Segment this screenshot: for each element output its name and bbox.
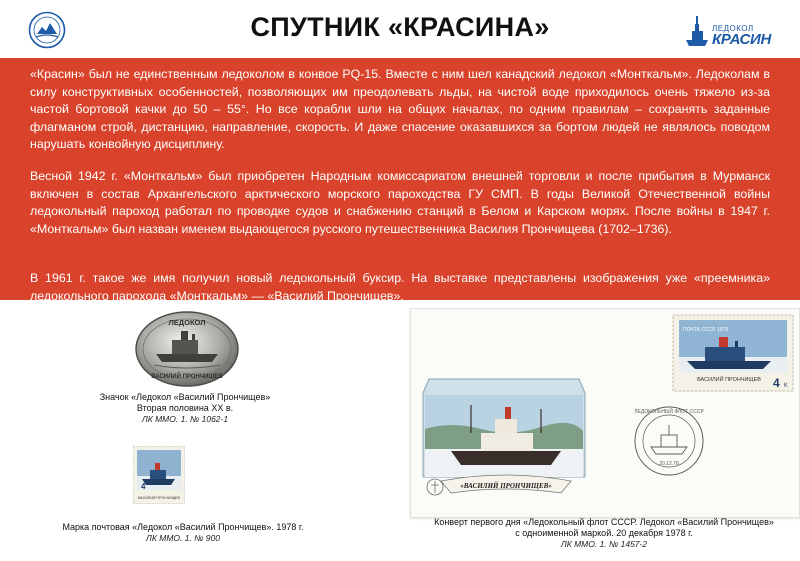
- paragraph-3: В 1961 г. такое же имя получил новый ледокольный буксир. На выставке представлены изображения уже «преемника» ледокольного парохода «Монткальм» — «Василий Прончищев».: [30, 271, 770, 303]
- badge-caption: [80, 392, 290, 425]
- cover-illustration: [423, 379, 585, 495]
- first-day-cover-artwork: [411, 309, 799, 517]
- cover-stamp-value: 4: [773, 376, 780, 390]
- envelope-caption: [418, 517, 790, 550]
- stamp-caption-inventory: ЛК ММО. 1. № 900: [146, 533, 220, 543]
- envelope-caption-inventory: ЛК ММО. 1. № 1457-2: [560, 539, 648, 549]
- cover-stamp-currency: К: [784, 383, 788, 389]
- logo-main-text: КРАСИН: [712, 31, 772, 48]
- stamp-caption-title: Марка почтовая «Ледокол «Василий Прончищев». 1978 г.: [62, 522, 304, 532]
- logo-small-text: ЛЕДОКОЛ: [712, 24, 754, 33]
- paragraph-2: Весной 1942 г. «Монткальм» был приобретен Народным комиссариатом внешней торговли и после прибытия в Мурманск включен в состав Архангельского арктического морского пароходства ГУ СМП. В годы Великой Отечественной войны ледокольный пароход работал по проводке судов и снабжению станций в Белом и Карском морях. После войны в 1947 г. «Монткальм» был назван именем выдающегося русского путешественника Василия Прончищева (1702–1736).: [30, 169, 770, 236]
- badge-caption-subtitle: Вторая половина XX в.: [136, 403, 234, 413]
- badge-caption-inventory: ЛК ММО. 1. № 1062-1: [141, 414, 229, 424]
- postmark: [634, 407, 704, 475]
- small-stamp-text: ВАСИЛИЙ ПРОНЧИЩЕВ: [138, 496, 180, 500]
- envelope-caption-title: Конверт первого дня «Ледокольный флот СССР. Ледокол «Василий Прончищев»: [434, 517, 774, 527]
- envelope-caption-subtitle: с одноименной маркой. 20 декабря 1978 г.: [515, 528, 693, 538]
- text-band: [0, 58, 800, 303]
- page-title: СПУТНИК «КРАСИНА»: [250, 12, 550, 42]
- first-day-cover: [410, 308, 800, 518]
- ship-name-ribbon: «ВАСИЛИЙ ПРОНЧИЩЕВ»: [460, 482, 552, 490]
- krasin-logo: [682, 10, 792, 50]
- postage-stamp-image: [133, 446, 185, 504]
- cover-stamp: [673, 315, 793, 391]
- postmark-date: 20.12.78: [659, 461, 679, 467]
- cover-stamp-caption: ПОЧТА СССР 1978: [683, 327, 728, 333]
- badge-top-text: ЛЕДОКОЛ: [168, 318, 206, 327]
- stamp-caption: [28, 522, 338, 544]
- badge-caption-title: Значок «Ледокол «Василий Прончищев»: [99, 392, 271, 402]
- badge-bottom-text: ВАСИЛИЙ ПРОНЧИЩЕВ: [151, 374, 223, 380]
- header: [0, 0, 800, 58]
- badge-image: [134, 310, 240, 388]
- paragraph-1: «Красин» был не единственным ледоколом в конвое PQ-15. Вместе с ним шел канадский ледокол «Монткальм». Ледоколам в силу конструктивных особенностей, позволяющих им преодолевать льды, на чистой воде приходилось очень тяжело из-за частой бортовой качки до 50 – 55°. Но все корабли шли на общих началах, по одним правилам – сохранять заданные флагманом строй, дистанцию, направление, скорость. И даже спасение оказавшихся за бортом людей не являлось поводом нарушать конвойную дисциплину.: [30, 67, 770, 152]
- small-stamp-value: 4: [141, 482, 146, 491]
- cover-stamp-name: ВАСИЛИЙ ПРОНЧИЩЕВ: [697, 377, 761, 383]
- postmark-text: ЛЕДОКОЛЬНЫЙ ФЛОТ СССР: [634, 409, 704, 415]
- icebreaker-logo-icon: [682, 10, 712, 50]
